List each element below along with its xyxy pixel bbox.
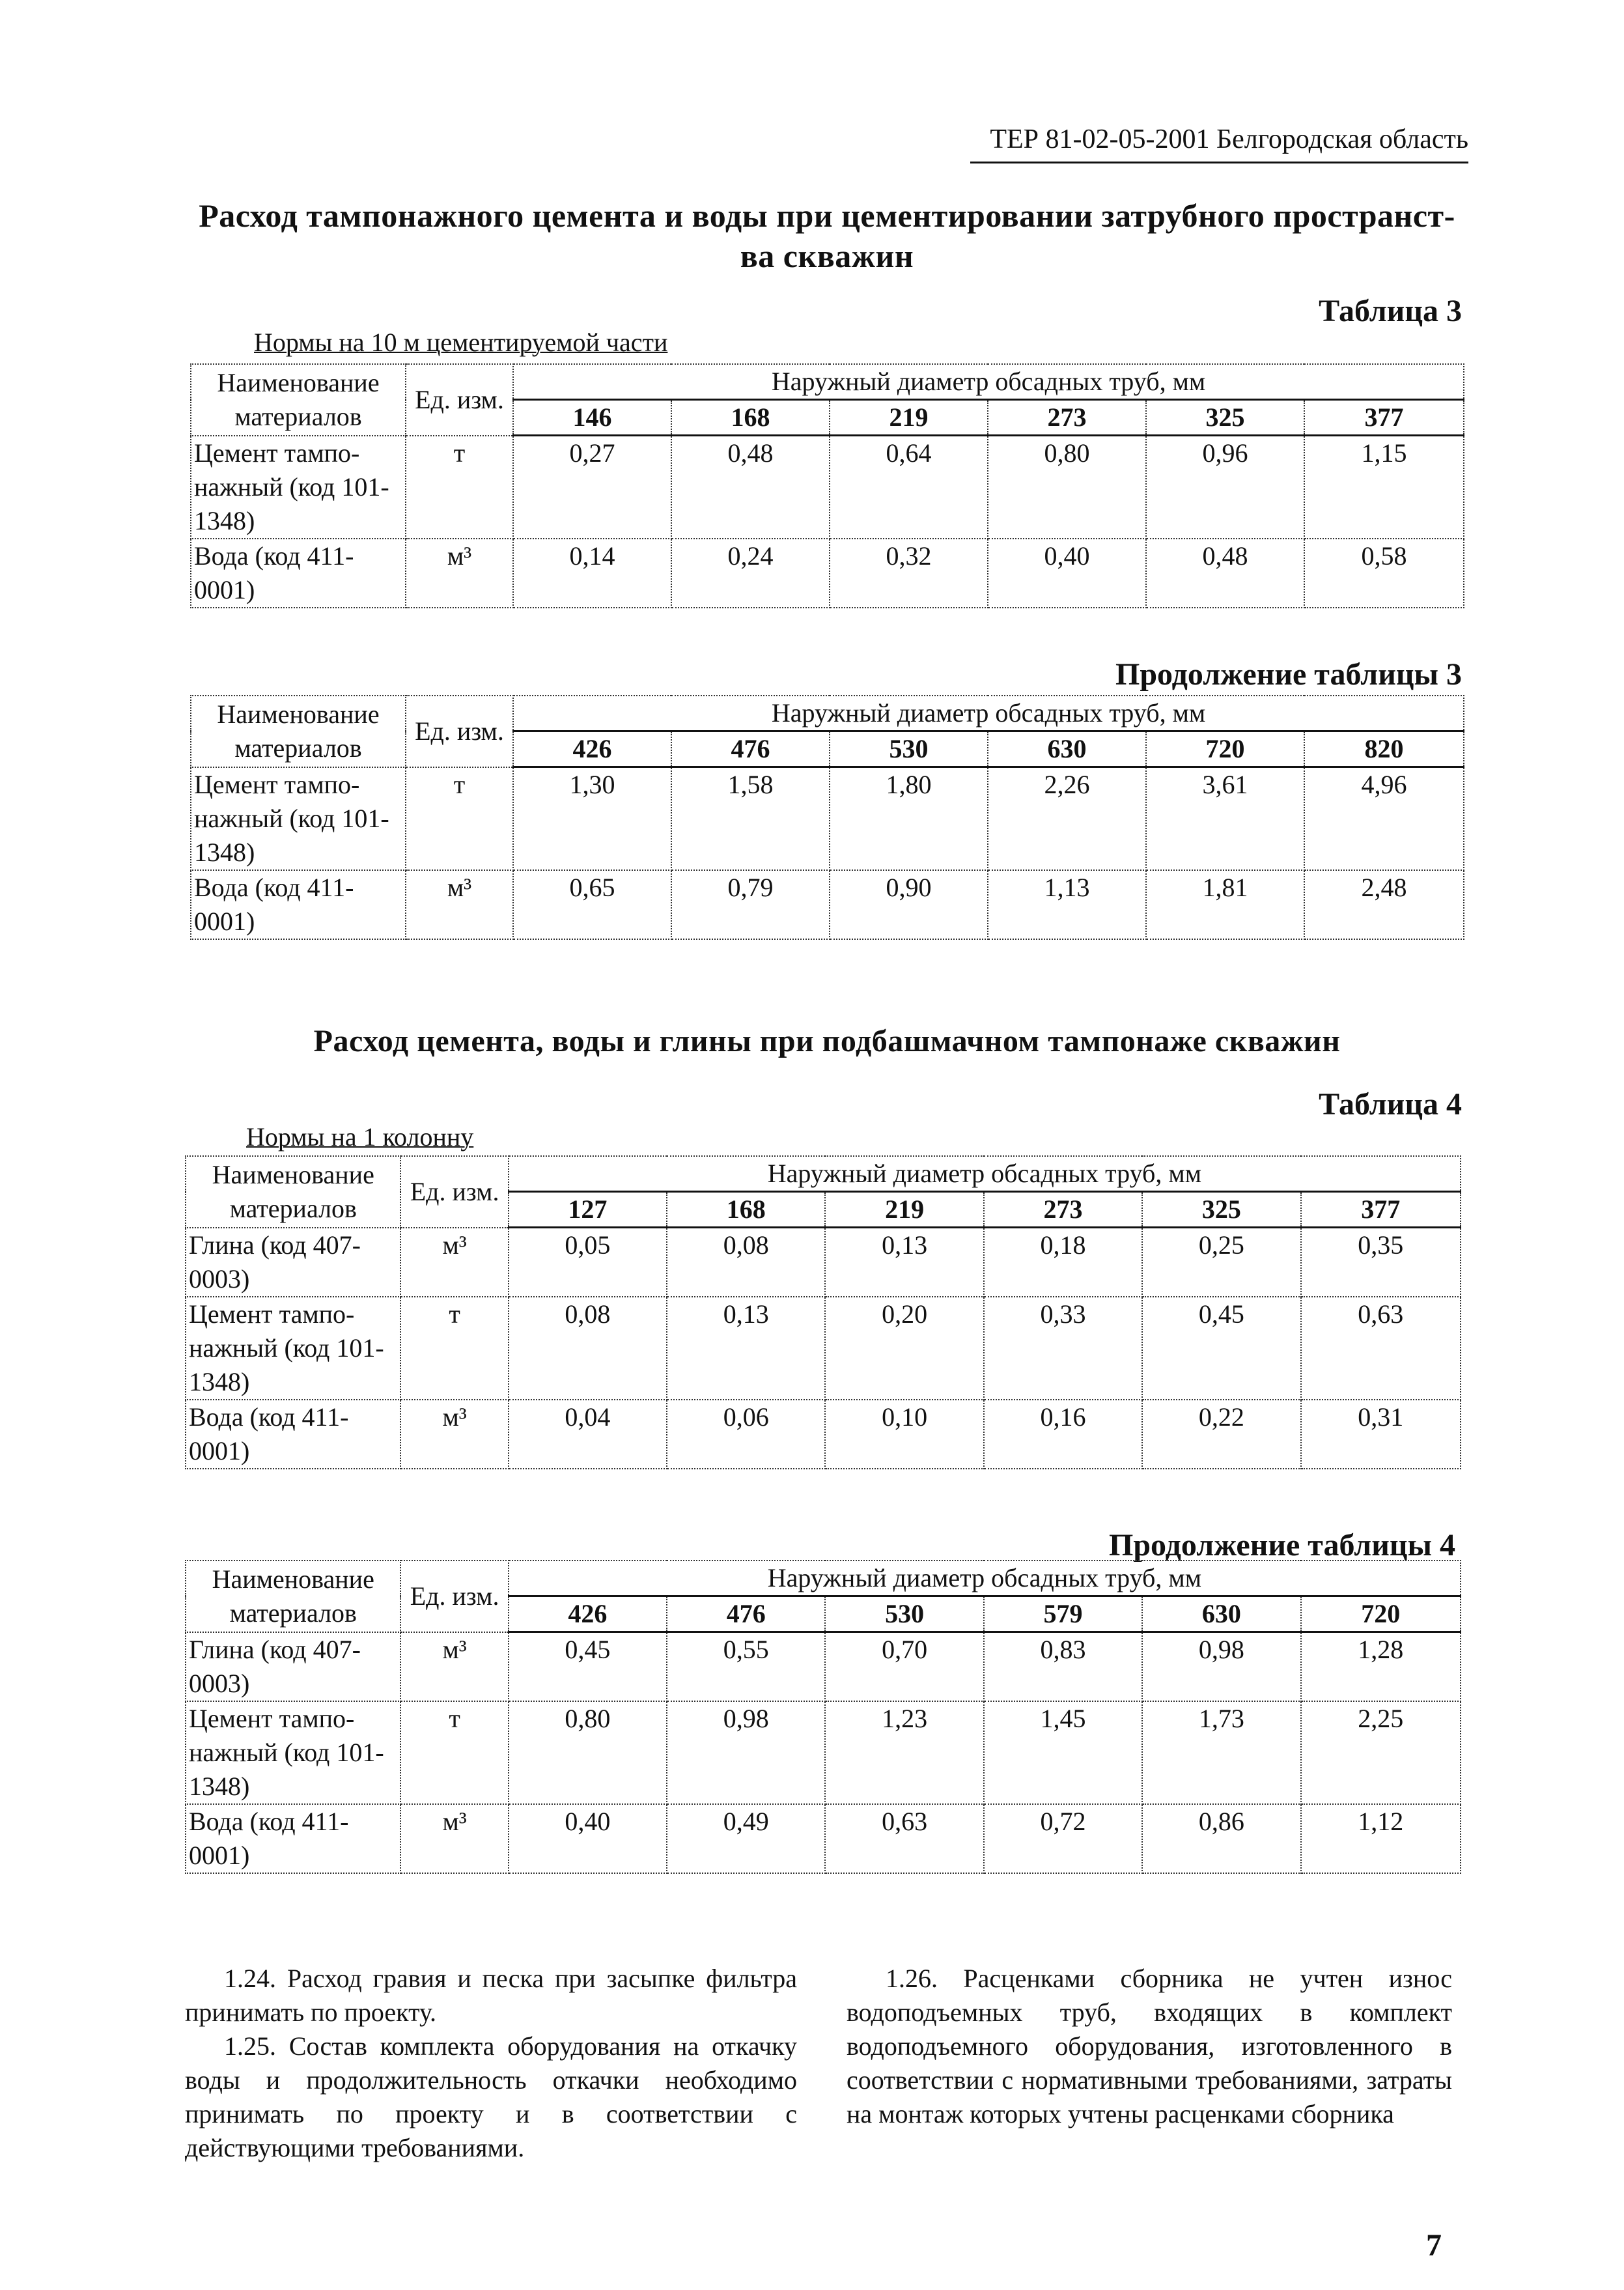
value-cell: 0,40	[509, 1804, 667, 1873]
diameter-header: 219	[830, 400, 988, 436]
value-cell: 0,98	[1142, 1632, 1300, 1701]
diameter-header: 530	[825, 1596, 983, 1632]
value-cell: 1,73	[1142, 1701, 1300, 1804]
column-header-unit: Ед. изм.	[406, 364, 513, 436]
running-header: ТЕР 81-02-05-2001 Белгородская область	[970, 124, 1468, 163]
value-cell: 0,10	[825, 1400, 983, 1469]
value-cell: 0,90	[830, 870, 988, 939]
value-cell: 0,33	[984, 1297, 1142, 1400]
column-group-header: Наружный диаметр обсадных труб, мм	[509, 1156, 1461, 1192]
table-row	[186, 1400, 1461, 1469]
diameter-header: 720	[1146, 731, 1304, 767]
value-cell: 0,24	[671, 539, 830, 608]
paragraph-1-25: 1.25. Состав комплекта оборудования на откачку воды и продолжительность откачки необходимо принимать по проекту и в соответствии с действующими требованиями.	[185, 2031, 797, 2162]
value-cell: 1,15	[1304, 436, 1464, 539]
column-header-unit: Ед. изм.	[400, 1156, 508, 1228]
value-cell: 0,65	[513, 870, 671, 939]
value-cell: 0,48	[1146, 539, 1304, 608]
value-cell: 2,48	[1304, 870, 1464, 939]
table-row	[191, 767, 1464, 870]
diameter-header: 168	[671, 400, 830, 436]
value-cell: 0,13	[825, 1228, 983, 1297]
table-3-label: Таблица 3	[1319, 294, 1462, 328]
value-cell: 0,18	[984, 1228, 1142, 1297]
material-name-cell: Глина (код 407-0003)	[186, 1228, 400, 1297]
right-column	[847, 1962, 1452, 2131]
diameter-header: 219	[825, 1192, 983, 1228]
value-cell: 0,83	[984, 1632, 1142, 1701]
diameter-header: 630	[988, 731, 1146, 767]
table-3-continuation-label: Продолжение таблицы 3	[1115, 657, 1462, 692]
value-cell: 0,58	[1304, 539, 1464, 608]
material-name-cell: Вода (код 411-0001)	[186, 1804, 400, 1873]
value-cell: 0,70	[825, 1632, 983, 1701]
table-header-row	[186, 1156, 1461, 1192]
unit-cell: т	[406, 767, 513, 870]
diameter-header: 426	[513, 731, 671, 767]
value-cell: 1,30	[513, 767, 671, 870]
value-cell: 1,12	[1301, 1804, 1461, 1873]
value-cell: 0,45	[1142, 1297, 1300, 1400]
unit-cell: т	[400, 1297, 508, 1400]
value-cell: 0,96	[1146, 436, 1304, 539]
table-row	[191, 870, 1464, 939]
column-header-unit: Ед. изм.	[406, 696, 513, 767]
diameter-header: 168	[667, 1192, 825, 1228]
diameter-header: 377	[1301, 1192, 1461, 1228]
value-cell: 0,20	[825, 1297, 983, 1400]
table-row	[186, 1297, 1461, 1400]
diameter-header: 579	[984, 1596, 1142, 1632]
diameter-header: 377	[1304, 400, 1464, 436]
table-row	[186, 1701, 1461, 1804]
diameter-header: 720	[1301, 1596, 1461, 1632]
value-cell: 3,61	[1146, 767, 1304, 870]
unit-cell: м³	[400, 1400, 508, 1469]
paragraph-1-26: 1.26. Расценками сборника не учтен износ водоподъемных труб, входящих в комплект водоподъемного оборудования, изготовленного в соответствии с нормативными требованиями, затраты на монтаж которых учтены расценками сборника	[847, 1964, 1452, 2128]
diameter-header: 325	[1142, 1192, 1300, 1228]
value-cell: 0,08	[667, 1228, 825, 1297]
value-cell: 0,16	[984, 1400, 1142, 1469]
diameter-header: 325	[1146, 400, 1304, 436]
table-3-norm: Нормы на 10 м цементируемой части	[254, 328, 668, 357]
table-4-continuation-label: Продолжение таблицы 4	[1108, 1528, 1455, 1562]
table-4-label: Таблица 4	[1319, 1087, 1462, 1122]
material-name-cell: Глина (код 407-0003)	[186, 1632, 400, 1701]
value-cell: 0,79	[671, 870, 830, 939]
unit-cell: т	[406, 436, 513, 539]
column-group-header: Наружный диаметр обсадных труб, мм	[509, 1561, 1461, 1596]
unit-cell: м³	[400, 1632, 508, 1701]
value-cell: 0,14	[513, 539, 671, 608]
value-cell: 0,25	[1142, 1228, 1300, 1297]
column-header-name: Наименование материалов	[186, 1156, 400, 1228]
value-cell: 0,63	[825, 1804, 983, 1873]
value-cell: 0,40	[988, 539, 1146, 608]
table-3	[190, 363, 1464, 608]
table-header-row	[191, 364, 1464, 400]
column-header-unit: Ед. изм.	[400, 1561, 508, 1632]
value-cell: 0,80	[509, 1701, 667, 1804]
value-cell: 0,64	[830, 436, 988, 539]
unit-cell: м³	[406, 539, 513, 608]
value-cell: 0,35	[1301, 1228, 1461, 1297]
value-cell: 1,58	[671, 767, 830, 870]
section-title-2: Расход цемента, воды и глины при подбашмачном тампонаже скважин	[313, 1024, 1341, 1058]
value-cell: 0,86	[1142, 1804, 1300, 1873]
section-title-1-line-1: Расход тампонажного цемента и воды при цементировании затрубного пространст-	[199, 197, 1455, 234]
value-cell: 0,45	[509, 1632, 667, 1701]
column-group-header: Наружный диаметр обсадных труб, мм	[513, 364, 1464, 400]
section-title-1	[189, 195, 1465, 276]
value-cell: 0,05	[509, 1228, 667, 1297]
column-header-name: Наименование материалов	[191, 364, 406, 436]
diameter-header: 146	[513, 400, 671, 436]
table-header-row	[186, 1561, 1461, 1596]
value-cell: 0,06	[667, 1400, 825, 1469]
unit-cell: т	[400, 1701, 508, 1804]
value-cell: 4,96	[1304, 767, 1464, 870]
table-4-continuation	[185, 1560, 1461, 1874]
value-cell: 0,98	[667, 1701, 825, 1804]
value-cell: 0,49	[667, 1804, 825, 1873]
value-cell: 0,63	[1301, 1297, 1461, 1400]
material-name-cell: Цемент тампо-нажный (код 101-1348)	[191, 767, 406, 870]
value-cell: 0,22	[1142, 1400, 1300, 1469]
value-cell: 2,26	[988, 767, 1146, 870]
table-row	[186, 1228, 1461, 1297]
table-row	[191, 436, 1464, 539]
value-cell: 1,80	[830, 767, 988, 870]
value-cell: 0,27	[513, 436, 671, 539]
value-cell: 0,32	[830, 539, 988, 608]
left-column	[185, 1962, 797, 2165]
column-header-name: Наименование материалов	[186, 1561, 400, 1632]
diameter-header: 127	[509, 1192, 667, 1228]
material-name-cell: Цемент тампо-нажный (код 101-1348)	[186, 1701, 400, 1804]
material-name-cell: Вода (код 411-0001)	[191, 539, 406, 608]
column-header-name: Наименование материалов	[191, 696, 406, 767]
unit-cell: м³	[400, 1228, 508, 1297]
table-4-norm: Нормы на 1 колонну	[246, 1122, 474, 1152]
paragraph-1-24: 1.24. Расход гравия и песка при засыпке фильтра принимать по проекту.	[185, 1964, 797, 2027]
material-name-cell: Вода (код 411-0001)	[186, 1400, 400, 1469]
table-row	[186, 1632, 1461, 1701]
page-number: 7	[1426, 2228, 1442, 2263]
diameter-header: 426	[509, 1596, 667, 1632]
value-cell: 0,48	[671, 436, 830, 539]
table-3-continuation	[190, 695, 1464, 940]
unit-cell: м³	[406, 870, 513, 939]
section-title-1-line-2: ва скважин	[740, 238, 914, 274]
value-cell: 0,13	[667, 1297, 825, 1400]
unit-cell: м³	[400, 1804, 508, 1873]
value-cell: 0,08	[509, 1297, 667, 1400]
value-cell: 1,28	[1301, 1632, 1461, 1701]
diameter-header: 273	[984, 1192, 1142, 1228]
value-cell: 0,80	[988, 436, 1146, 539]
material-name-cell: Цемент тампо-нажный (код 101-1348)	[191, 436, 406, 539]
value-cell: 1,45	[984, 1701, 1142, 1804]
diameter-header: 273	[988, 400, 1146, 436]
value-cell: 0,31	[1301, 1400, 1461, 1469]
diameter-header: 820	[1304, 731, 1464, 767]
table-header-row	[191, 696, 1464, 731]
value-cell: 1,81	[1146, 870, 1304, 939]
table-row	[191, 539, 1464, 608]
diameter-header: 476	[671, 731, 830, 767]
value-cell: 0,55	[667, 1632, 825, 1701]
value-cell: 2,25	[1301, 1701, 1461, 1804]
table-row	[186, 1804, 1461, 1873]
diameter-header: 630	[1142, 1596, 1300, 1632]
diameter-header: 476	[667, 1596, 825, 1632]
material-name-cell: Вода (код 411-0001)	[191, 870, 406, 939]
value-cell: 0,04	[509, 1400, 667, 1469]
value-cell: 0,72	[984, 1804, 1142, 1873]
column-group-header: Наружный диаметр обсадных труб, мм	[513, 696, 1464, 731]
value-cell: 1,23	[825, 1701, 983, 1804]
table-4	[185, 1155, 1461, 1469]
diameter-header: 530	[830, 731, 988, 767]
value-cell: 1,13	[988, 870, 1146, 939]
material-name-cell: Цемент тампо-нажный (код 101-1348)	[186, 1297, 400, 1400]
